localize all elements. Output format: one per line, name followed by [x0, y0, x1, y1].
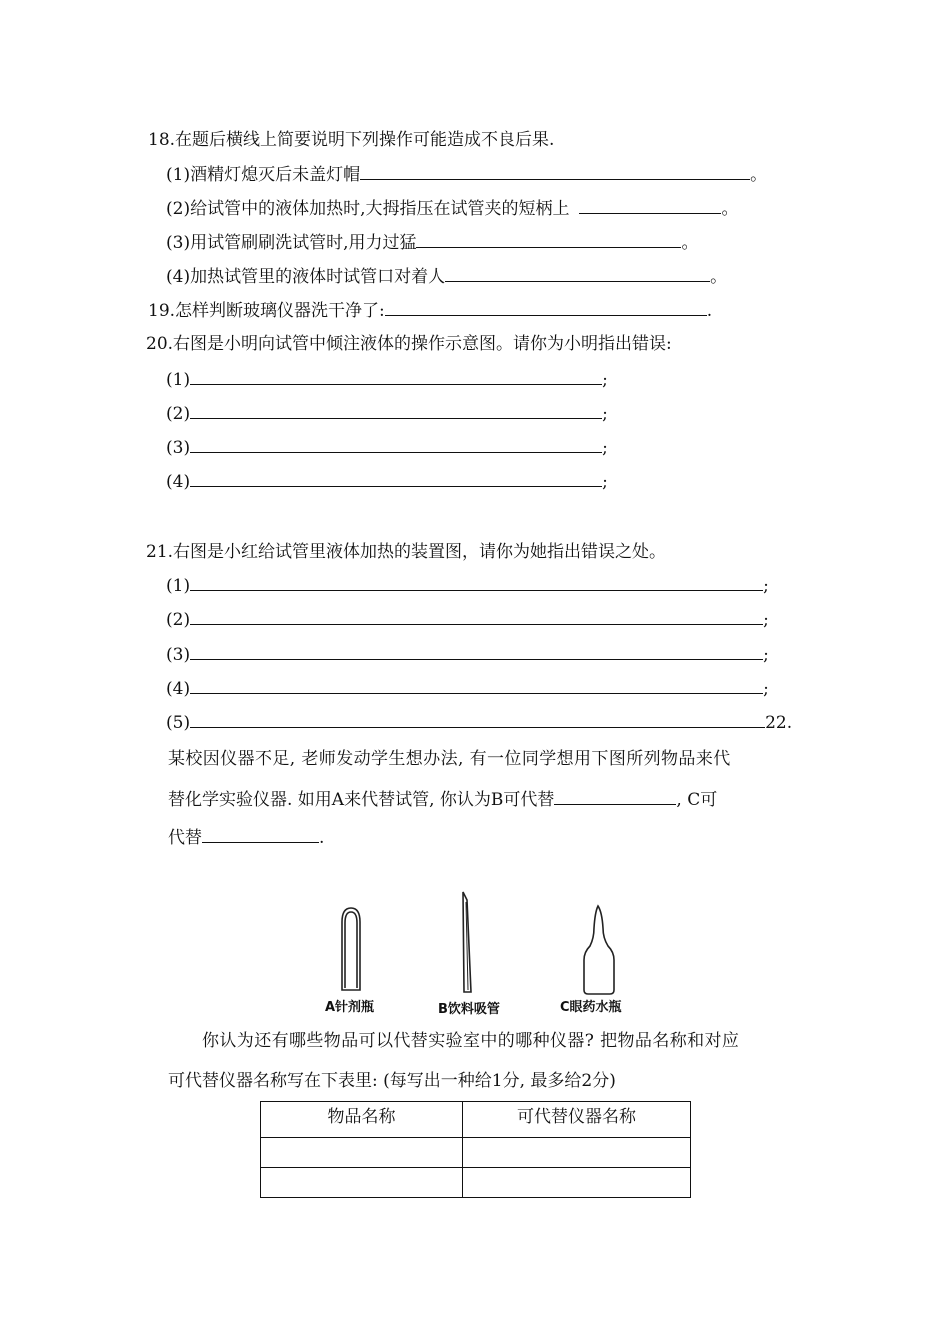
answer-blank[interactable]: [190, 608, 763, 625]
q21-item-num: (1): [166, 576, 191, 596]
answer-blank[interactable]: [190, 574, 763, 591]
table-cell[interactable]: [463, 1138, 691, 1168]
q20-item-end: ;: [602, 370, 608, 390]
caption-c: C眼药水瓶: [560, 1000, 622, 1015]
q20-item-num: (1): [166, 370, 191, 390]
q18-item-4-end: 。: [710, 267, 728, 287]
q18-item-3-text: (3)用试管刷刷洗试管时,用力过猛: [166, 233, 417, 253]
q22-line-2-text: 替化学实验仪器. 如用A来代替试管, 你认为B可代替: [168, 790, 555, 810]
answer-blank[interactable]: [190, 643, 763, 660]
answer-blank-b[interactable]: [554, 788, 676, 805]
caption-b: B饮料吸管: [438, 1002, 500, 1017]
q18-item-4: [166, 265, 727, 288]
answer-table: [260, 1101, 691, 1198]
q20-item-num: (2): [166, 404, 191, 424]
answer-blank[interactable]: [360, 163, 750, 180]
q22-follow-2: 可代替仪器名称写在下表里: (每写出一种给1分, 最多给2分): [168, 1071, 616, 1091]
q22-follow-1: 你认为还有哪些物品可以代替实验室中的哪种仪器? 把物品名称和对应: [202, 1031, 740, 1051]
answer-blank[interactable]: [445, 265, 710, 282]
q21-item-5: [166, 711, 792, 734]
q22-line-1: 某校因仪器不足, 老师发动学生想办法, 有一位同学想用下图所列物品来代: [168, 749, 731, 769]
answer-blank[interactable]: [190, 711, 765, 728]
table-header-row: [261, 1102, 691, 1138]
q21-item-end: ;: [763, 645, 769, 665]
q20-item-num: (3): [166, 438, 191, 458]
answer-blank[interactable]: [190, 470, 602, 487]
q21-item-end: ;: [763, 679, 769, 699]
answer-blank[interactable]: [190, 436, 602, 453]
q19-end: .: [706, 301, 713, 321]
q18-stem: 18.在题后横线上简要说明下列操作可能造成不良后果.: [148, 130, 555, 150]
caption-a: A针剂瓶: [325, 1000, 375, 1015]
q19: [148, 299, 712, 322]
vial-a-icon: [342, 908, 360, 990]
q20-item-2: [166, 402, 608, 425]
q18-item-1-end: 。: [750, 165, 768, 185]
q18-item-1-text: (1)酒精灯熄灭后未盖灯帽: [166, 165, 361, 185]
table-cell[interactable]: [463, 1168, 691, 1198]
q20-stem: 20.右图是小明向试管中倾注液体的操作示意图。请你为小明指出错误:: [146, 334, 672, 354]
q21-item-num: (3): [166, 645, 191, 665]
q21-item-2: [166, 608, 769, 631]
answer-blank[interactable]: [385, 299, 707, 316]
table-row: [261, 1138, 691, 1168]
q20-item-4: [166, 470, 608, 493]
q22-line-3-end: .: [319, 828, 325, 848]
q20-item-3: [166, 436, 608, 459]
q21-stem: 21.右图是小红给试管里液体加热的装置图，请你为她指出错误之处。: [146, 542, 667, 562]
q18-item-4-text: (4)加热试管里的液体时试管口对着人: [166, 267, 446, 287]
q20-item-num: (4): [166, 472, 191, 492]
table-header-item: 物品名称: [261, 1102, 463, 1138]
answer-blank[interactable]: [190, 402, 602, 419]
q22-line-2-tail: , C可: [676, 790, 718, 810]
q21-item-1: [166, 574, 769, 597]
q18-item-2-text: (2)给试管中的液体加热时,大拇指压在试管夹的短柄上: [166, 199, 570, 219]
q21-item-4: [166, 677, 769, 700]
q21-item-num: (2): [166, 610, 191, 630]
q18-item-1: [166, 163, 767, 186]
q22-line-2: [168, 788, 717, 811]
q21-item-num: (5): [166, 713, 191, 733]
object-figure: [330, 888, 640, 998]
q20-item-end: ;: [602, 472, 608, 492]
q20-item-end: ;: [602, 404, 608, 424]
q18-item-3: [166, 231, 698, 254]
answer-blank[interactable]: [190, 368, 602, 385]
eyedrop-bottle-c-icon: [584, 906, 614, 994]
answer-blank-c[interactable]: [202, 826, 319, 843]
answer-blank[interactable]: [190, 677, 763, 694]
q18-item-2: [166, 197, 738, 220]
table-cell[interactable]: [261, 1138, 463, 1168]
table-cell[interactable]: [261, 1168, 463, 1198]
q22-line-3: [168, 826, 324, 849]
q21-item-end: ;: [763, 576, 769, 596]
q20-item-1: [166, 368, 608, 391]
q18-item-2-end: 。: [721, 199, 739, 219]
answer-blank[interactable]: [416, 231, 681, 248]
q20-item-end: ;: [602, 438, 608, 458]
table-row: [261, 1168, 691, 1198]
q21-item-end: ;: [763, 610, 769, 630]
answer-blank[interactable]: [579, 197, 721, 214]
q22-line-3-text: 代替: [168, 828, 202, 848]
table-header-instrument: 可代替仪器名称: [463, 1102, 691, 1138]
q18-item-3-end: 。: [681, 233, 699, 253]
q21-item-end: 22.: [765, 713, 793, 733]
q21-item-num: (4): [166, 679, 191, 699]
q19-text: 19.怎样判断玻璃仪器洗干净了:: [148, 301, 385, 321]
q21-item-3: [166, 643, 769, 666]
